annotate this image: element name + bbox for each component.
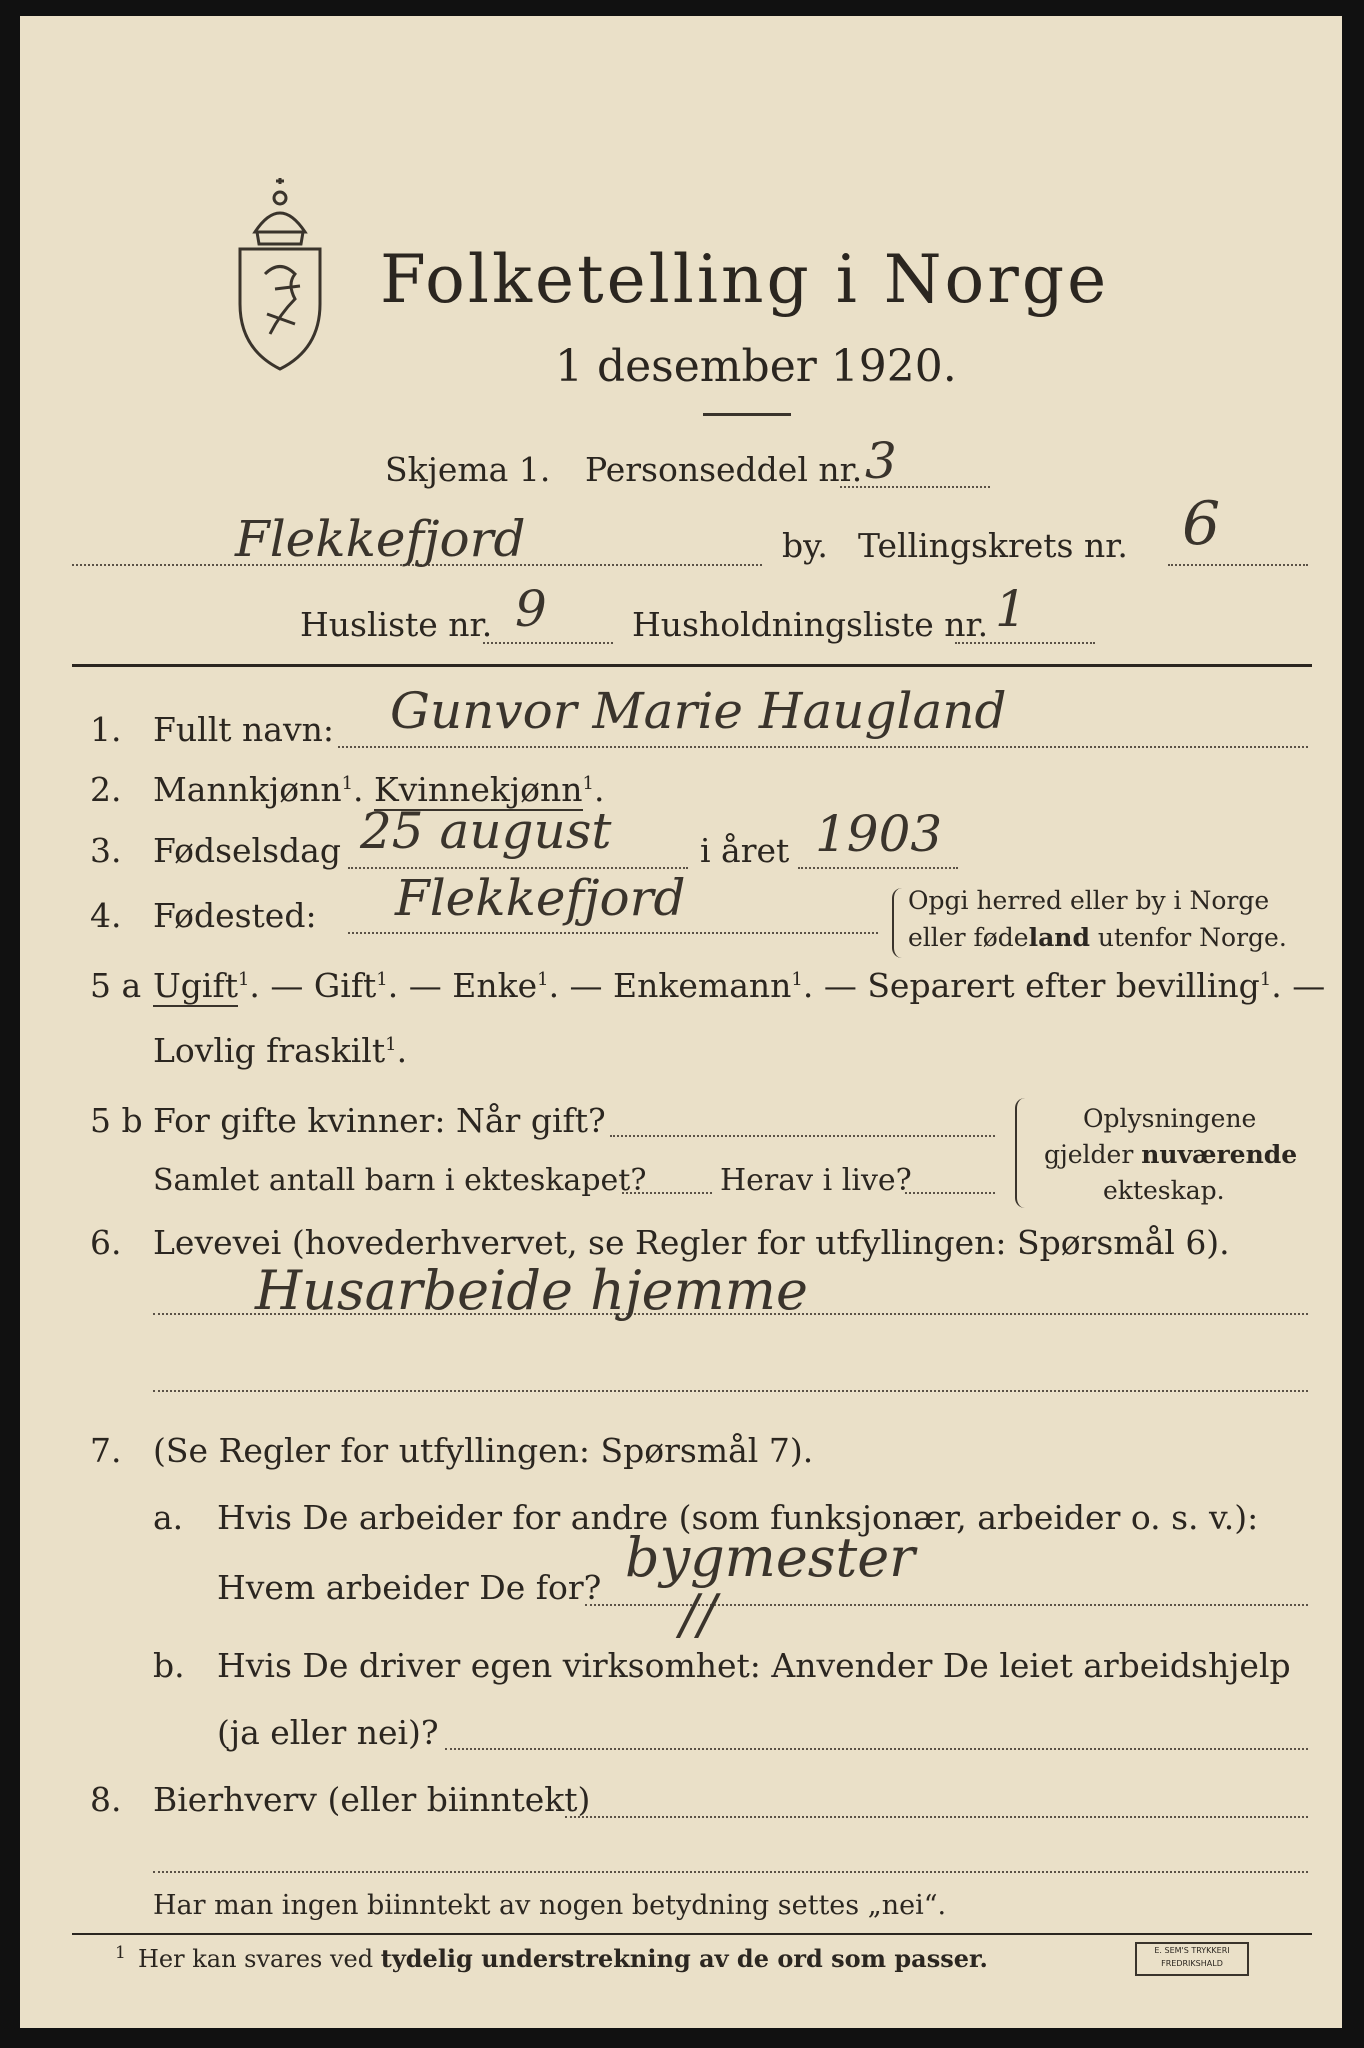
q7b-letter: b. [153, 1646, 185, 1685]
title-divider [703, 413, 791, 416]
q5a-option-enke[interactable]: Enke [452, 966, 538, 1005]
q7-label: (Se Regler for utfyllingen: Spørsmål 7). [153, 1431, 814, 1470]
q5b-note-brace [1015, 1098, 1027, 1208]
husholdning-line [955, 642, 1095, 644]
footnote-text: Her kan svares ved tydelig understrekning av de ord som passer. [138, 1944, 988, 1973]
footnote-marker: 1 [582, 773, 594, 794]
q1-line [338, 746, 1308, 748]
q3-value[interactable]: 25 august [360, 802, 612, 860]
tellingskrets-value[interactable]: 6 [1182, 489, 1221, 559]
q5a-option-separert[interactable]: Separert efter bevilling [867, 966, 1260, 1005]
q3-year-value[interactable]: 1903 [815, 805, 943, 863]
header-rule [72, 664, 1312, 667]
q3-year-line [798, 867, 958, 869]
q7-number: 7. [90, 1431, 122, 1470]
q3-label: Fødselsdag [153, 831, 341, 870]
q7b-label2: (ja eller nei)? [217, 1713, 439, 1752]
footnote-marker: 1 [341, 773, 354, 794]
q2-options: Mannkjønn$^1$. Kvinnekjønn$^1$. [153, 770, 605, 809]
footnote-marker: 1 [385, 1034, 397, 1055]
skjema-label: Skjema 1. [385, 450, 551, 489]
q5b-children-line [622, 1192, 712, 1194]
q3-number: 3. [90, 831, 122, 870]
footnote-marker: 1 [791, 969, 803, 990]
q5a-line2: Lovlig fraskilt$^1$. [153, 1031, 408, 1070]
husliste-label: Husliste nr. [300, 605, 493, 644]
q6-line2 [153, 1390, 1308, 1392]
personseddel-value[interactable]: 3 [865, 432, 897, 490]
q5b-children-label: Samlet antall barn i ekteskapet? [153, 1163, 647, 1198]
personseddel-label: Personseddel nr. [585, 450, 863, 489]
q5b-alive-line [905, 1192, 995, 1194]
husliste-line [483, 642, 613, 644]
q6-label: Levevei (hovederhvervet, se Regler for utfyllingen: Spørsmål 6). [153, 1223, 1230, 1262]
q3-year-label: i året [700, 831, 790, 870]
q5b-alive-label: Herav i live? [720, 1163, 912, 1198]
q4-number: 4. [90, 896, 122, 935]
q7a-label2: Hvem arbeider De for? [217, 1568, 602, 1607]
q7b-line [445, 1748, 1308, 1750]
husliste-value[interactable]: 9 [515, 580, 547, 638]
q4-note-brace [892, 888, 904, 958]
q8-line1 [565, 1816, 1308, 1818]
tellingskrets-line [1168, 564, 1308, 566]
q1-label: Fullt navn: [153, 710, 334, 749]
q5a-number: 5 a [90, 966, 142, 1005]
q4-value[interactable]: Flekkefjord [395, 869, 686, 927]
q8-label: Bierhverv (eller biinntekt) [153, 1780, 591, 1819]
footnote-number: 1 [115, 1943, 126, 1963]
q1-value[interactable]: Gunvor Marie Haugland [390, 682, 1007, 740]
q6-number: 6. [90, 1223, 122, 1262]
q5b-number: 5 b [90, 1101, 143, 1140]
printer-stamp: E. SEM'S TRYKKERI FREDRIKSHALD [1135, 1942, 1249, 1976]
q5b-label: For gifte kvinner: Når gift? [153, 1101, 606, 1140]
q4-note-line1: Opgi herred eller by i Norge [908, 886, 1270, 915]
q7a-value[interactable]: bygmester [625, 1526, 915, 1589]
q1-number: 1. [90, 710, 122, 749]
personseddel-line [840, 486, 990, 488]
footnote-marker: 1 [237, 969, 250, 990]
form-title: Folketelling i Norge [380, 241, 1110, 318]
q4-label: Fødested: [153, 896, 317, 935]
q2-option-kvinnekjonn[interactable]: Kvinnekjønn [374, 770, 583, 809]
tellingskrets-label: Tellingskrets nr. [858, 526, 1128, 565]
q4-note-line2: eller fødeland utenfor Norge. [908, 923, 1287, 952]
q4-line [348, 932, 878, 934]
census-form [20, 16, 1342, 2028]
q7b-label: Hvis De driver egen virksomhet: Anvender De leiet arbeidshjelp [217, 1646, 1291, 1685]
q5a-option-enkemann[interactable]: Enkemann [613, 966, 792, 1005]
q5a-option-fraskilt[interactable]: Lovlig fraskilt [153, 1031, 386, 1070]
q5b-note-line1: Oplysningene [1083, 1104, 1257, 1133]
form-subtitle: 1 desember 1920. [555, 341, 957, 392]
husholdning-label: Husholdningsliste nr. [632, 605, 989, 644]
ditto-mark: // [680, 1583, 717, 1646]
q5a-option-gift[interactable]: Gift [313, 966, 377, 1005]
q7a-letter: a. [153, 1498, 184, 1537]
q2-option-mannkjonn[interactable]: Mannkjønn [153, 770, 342, 809]
q2-number: 2. [90, 770, 122, 809]
q5b-note-line2: gjelder nuværende [1044, 1140, 1298, 1169]
town-value[interactable]: Flekkefjord [235, 510, 526, 568]
footer-rule [72, 1933, 1312, 1935]
q5b-married-line [610, 1135, 995, 1137]
q6-value[interactable]: Husarbeide hjemme [255, 1259, 808, 1322]
q7a-label: Hvis De arbeider for andre (som funksjonær, arbeider o. s. v.): [217, 1498, 1259, 1537]
husholdning-value[interactable]: 1 [995, 580, 1027, 638]
q8-number: 8. [90, 1780, 122, 1819]
q8-note: Har man ingen biinntekt av nogen betydning settes „nei“. [153, 1890, 947, 1921]
footnote-marker: 1 [1259, 969, 1272, 990]
q5b-note-line3: ekteskap. [1103, 1176, 1225, 1205]
by-label: by. [782, 526, 828, 565]
norway-coat-of-arms-icon [225, 174, 335, 374]
q8-line2 [153, 1871, 1308, 1873]
q5a-option-ugift[interactable]: Ugift [153, 966, 238, 1005]
q5a-options: Ugift$^1$. — Gift$^1$. — Enke$^1$. — Enkemann$^1$. — Separert efter bevilling$^1$. — [153, 966, 1326, 1005]
footnote-marker: 1 [537, 969, 549, 990]
footnote-marker: 1 [376, 969, 388, 990]
